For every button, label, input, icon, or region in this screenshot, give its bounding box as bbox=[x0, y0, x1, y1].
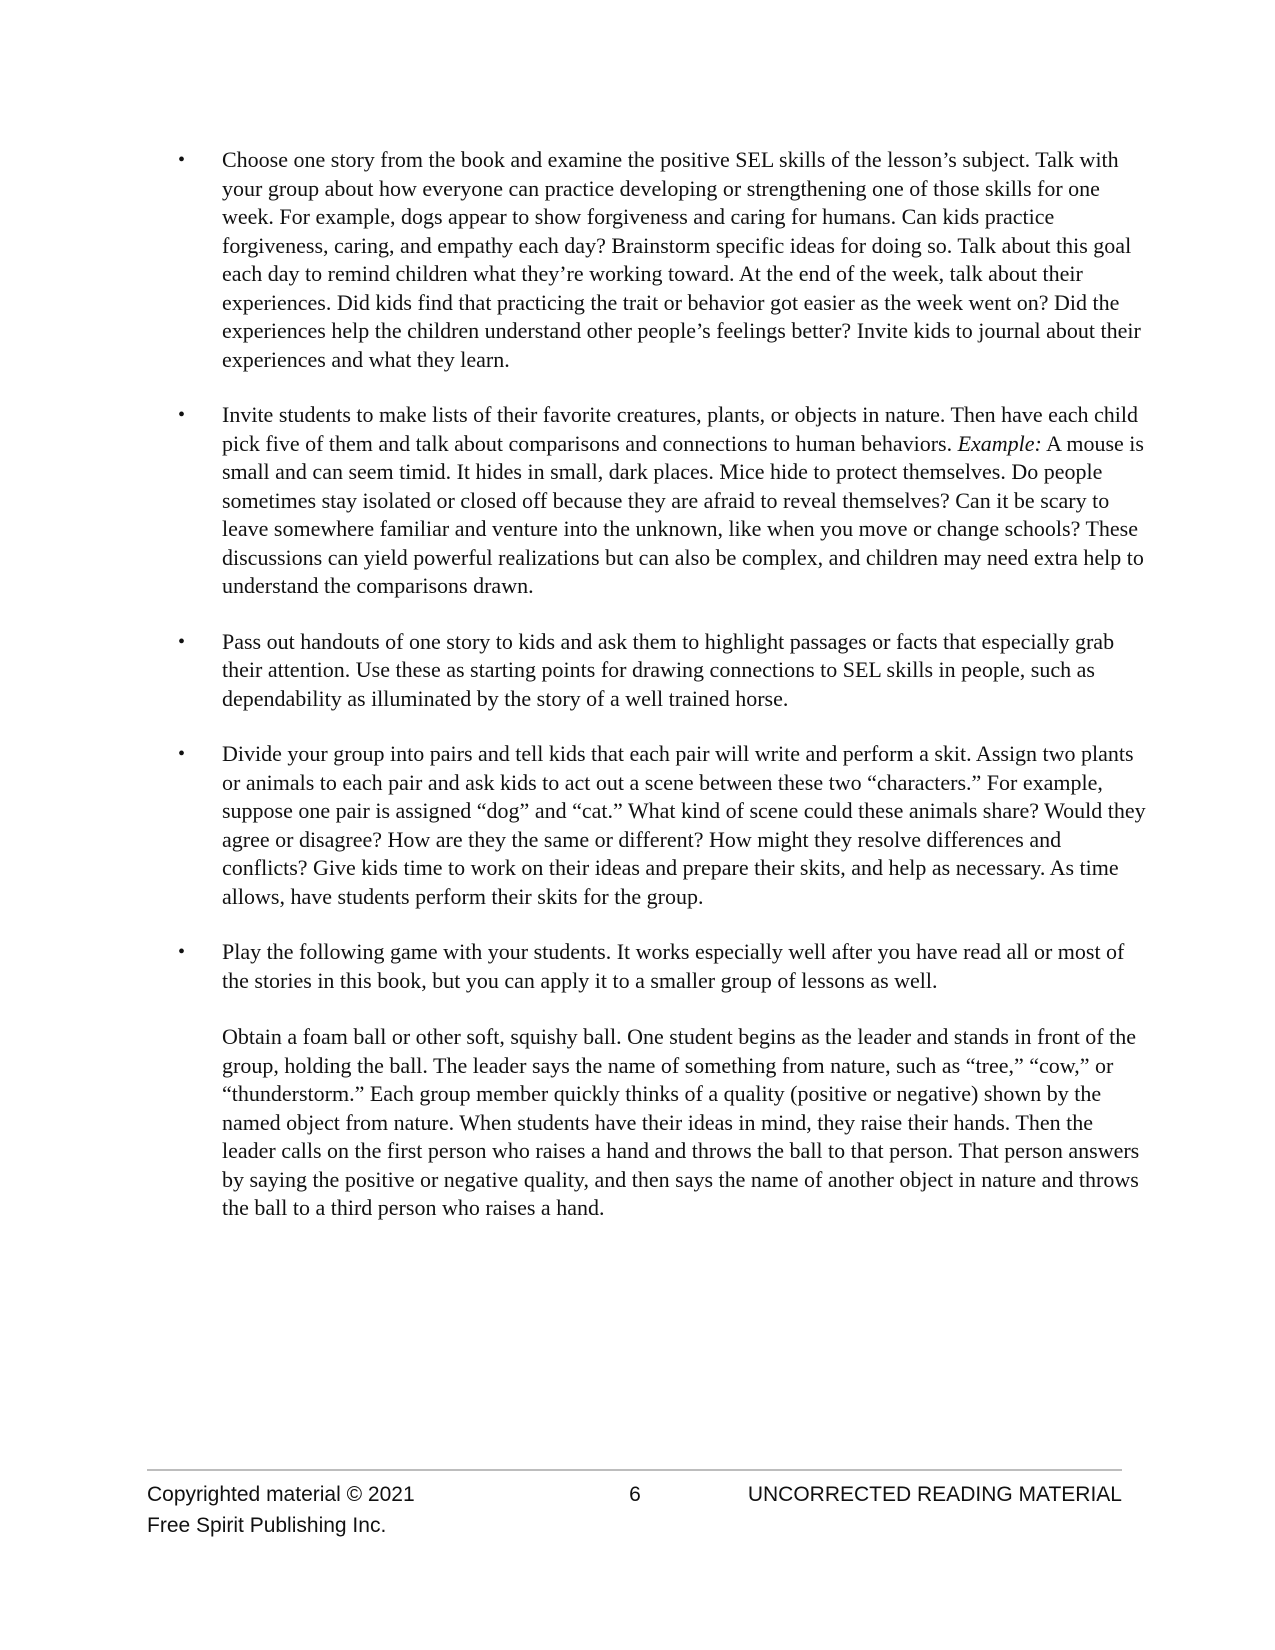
bullet-icon: • bbox=[178, 149, 186, 171]
copyright-line: Copyrighted material © 2021 bbox=[147, 1483, 415, 1506]
list-item bbox=[178, 401, 1148, 601]
list-item bbox=[178, 938, 1148, 1223]
game-instructions: Obtain a foam ball or other soft, squishy ball. One student begins as the leader and stands in front of the group, holding the ball. The leader says the name of something from nature, such as “tree,” “cow,” or “thunderstorm.” Each group member quickly thinks of a quality (positive or negative) shown by the named object from nature. When students have their ideas in mind, they raise their hands. Then the leader calls on the first person who raises a hand and throws the ball to that person. That person answers by saying the positive or negative quality, and then says the name of another object in nature and throws the ball to a third person who raises a hand. bbox=[222, 1024, 1140, 1220]
footer-copyright bbox=[147, 1479, 415, 1541]
bullet-icon: • bbox=[178, 630, 186, 653]
bullet-icon: • bbox=[178, 941, 186, 963]
list-item-text: Pass out handouts of one story to kids and ask them to highlight passages or facts that especially grab their attention. Use these as starting points for drawing connections to SEL skills in people, such as dependability as illuminated by the story of a well trained horse. bbox=[222, 628, 1115, 711]
list-item-text-part: A mouse is small and can seem timid. It hides in small, dark places. Mice hide to protect themselves. Do people sometimes stay isolated or closed off because they are afraid to reveal themselves? Can it be scary to leave somewhere familiar and venture into the unknown, like when you move or change schools? These discussions can yield powerful realizations but can also be complex, and children may need extra help to understand the comparisons drawn. bbox=[222, 430, 1144, 598]
bullet-icon: • bbox=[178, 404, 186, 426]
bullet-icon: • bbox=[178, 743, 186, 765]
list-item-text: Play the following game with your students. It works especially well after you have read all or most of the stories in this book, but you can apply it to a smaller group of lessons as well. bbox=[222, 939, 1125, 993]
page-number: 6 bbox=[629, 1483, 641, 1506]
footer-notice: UNCORRECTED READING MATERIAL bbox=[747, 1483, 1122, 1506]
list-item-text: Choose one story from the book and examine the positive SEL skills of the lesson’s subject. Talk with your group about how everyone can practice developing or strengthening one of those skills for one week. For example, dogs appear to show forgiveness and caring for humans. Can kids practice forgiveness, caring, and empathy each day? Brainstorm specific ideas for doing so. Talk about this goal each day to remind children what they’re working toward. At the end of the week, talk about their experiences. Did kids find that practicing the trait or behavior got easier as the week went on? Did the experiences help the children understand other people’s feelings better? Invite kids to journal about their experiences and what they learn. bbox=[222, 147, 1141, 372]
list-item-text: Divide your group into pairs and tell kids that each pair will write and perform a skit. Assign two plants or animals to each pair and ask kids to act out a scene between these two “characters.” For example, suppose one pair is assigned “dog” and “cat.” What kind of scene could these animals share? Would they agree or disagree? How are they the same or different? How might they resolve differences and conflicts? Give kids time to work on their ideas and prepare their skits, and help as necessary. As time allows, have students perform their skits for the group. bbox=[222, 741, 1146, 909]
list-item bbox=[178, 740, 1148, 911]
publisher-line: Free Spirit Publishing Inc. bbox=[147, 1514, 387, 1537]
footer-divider bbox=[147, 1469, 1122, 1471]
list-item bbox=[178, 628, 1148, 714]
document-body bbox=[178, 146, 1148, 1250]
example-emphasis: Example: bbox=[957, 430, 1042, 456]
list-item-text-part: Invite students to make lists of their favorite creatures, plants, or objects in nature. Then have each child pick five of them and talk about comparisons and connections to human behaviors. bbox=[222, 402, 1138, 456]
list-item-text bbox=[222, 401, 1148, 601]
list-item bbox=[178, 146, 1148, 374]
